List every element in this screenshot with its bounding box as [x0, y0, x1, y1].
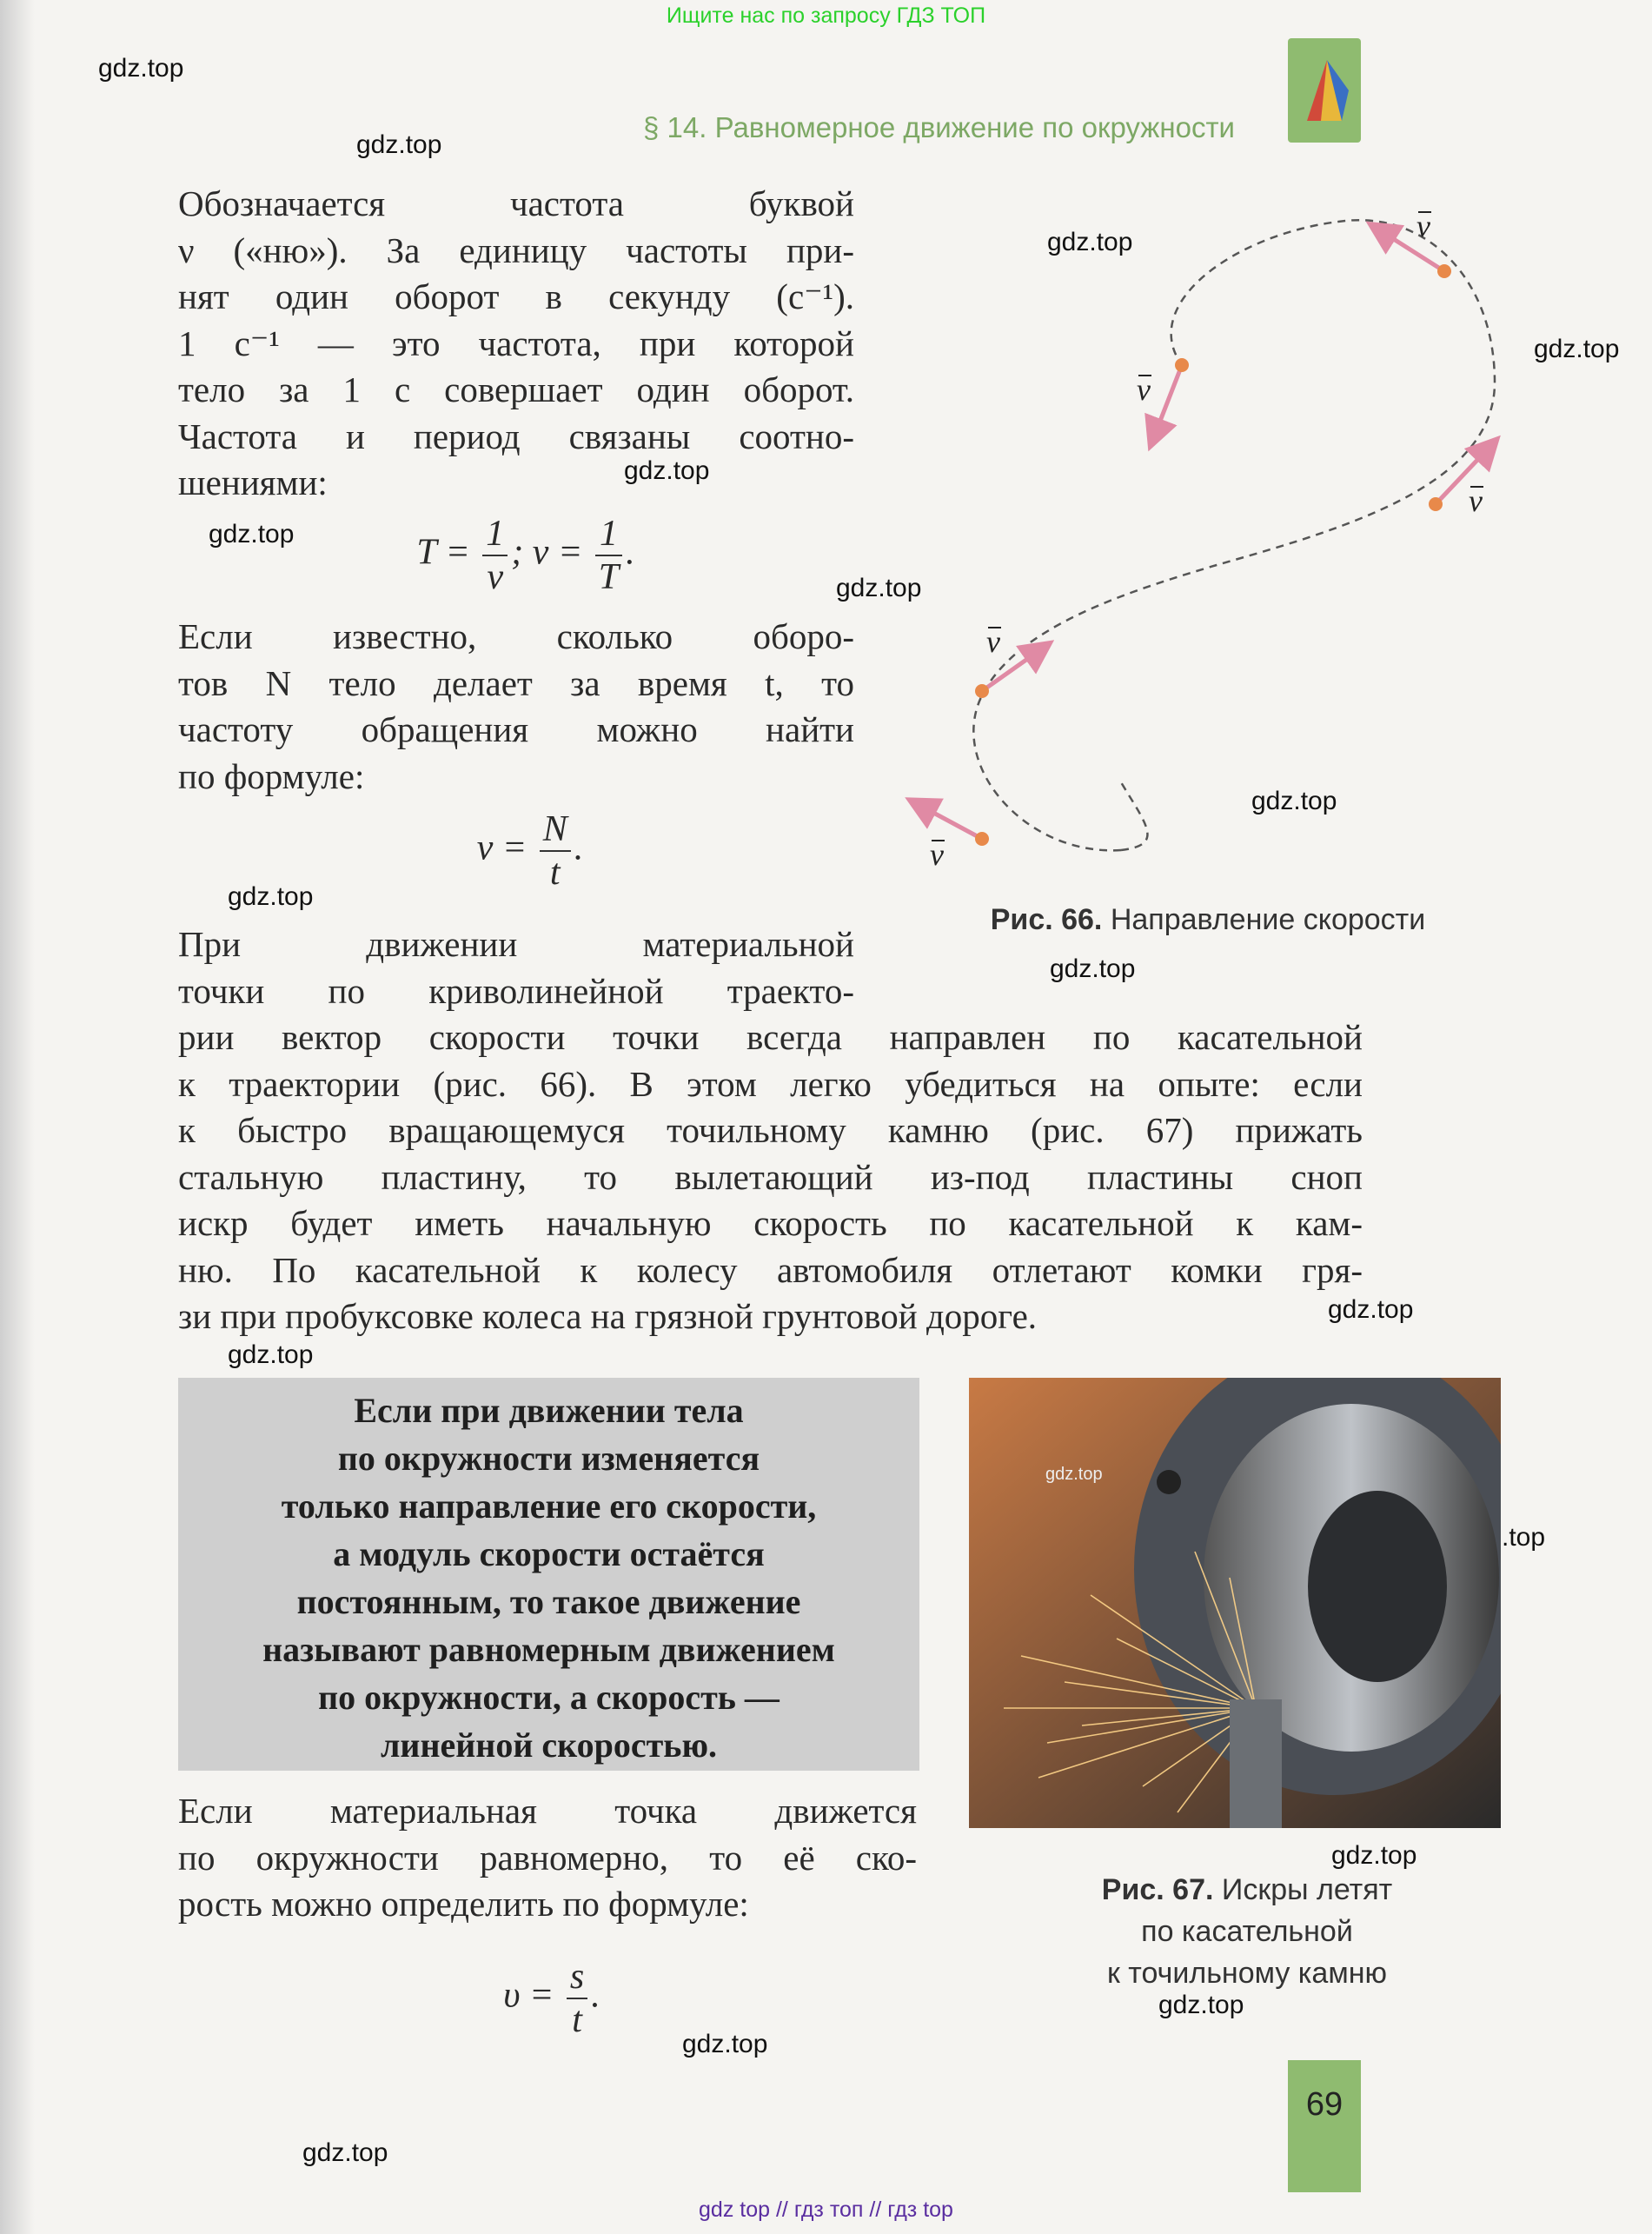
text-line: по формуле:	[178, 755, 365, 796]
formula-frequency-count	[443, 808, 617, 894]
watermark: gdz.top	[836, 574, 922, 602]
text-line: точки по криволинейной траекто-	[178, 970, 854, 1011]
dashed-trajectory	[973, 220, 1495, 850]
caption-text: к точильному камню	[1106, 1957, 1387, 1990]
fraction	[482, 513, 508, 598]
watermark: gdz.top	[1534, 335, 1620, 363]
velocity-vector	[1151, 358, 1189, 443]
watermark: gdz.top	[682, 2030, 768, 2058]
denominator: t	[572, 2000, 582, 2040]
formula-part: ;	[511, 532, 524, 573]
caption-text: Искры летят	[1221, 1873, 1393, 1906]
text-line: частоту обращения можно найти	[178, 709, 854, 749]
text-line: к траектории (рис. 66). В этом легко убедиться на опыте: если	[178, 1063, 1363, 1104]
book-spine-shadow	[0, 0, 35, 2234]
definition-text	[178, 1386, 919, 1769]
text-line: к быстро вращающемуся точильному камню (рис. 67) прижать	[178, 1110, 1363, 1150]
text-line: При движении материальной	[178, 924, 854, 964]
text-line: Если известно, сколько оборо-	[178, 616, 854, 656]
formula-part: ν =	[476, 828, 527, 868]
definition-line: называют равномерным движением	[262, 1630, 835, 1669]
watermark: gdz.top	[1047, 228, 1133, 256]
definition-line: линейной скоростью.	[380, 1725, 718, 1765]
caption-text: по касательной	[1141, 1915, 1353, 1948]
text-line: ню. По касательной к колесу автомобиля отлетают комки гря-	[178, 1249, 1363, 1290]
text-line: ν («ню»). За единицу частоты при-	[178, 229, 854, 270]
dashed-trajectory	[1121, 782, 1147, 850]
paragraph-uniform-speed	[178, 1788, 917, 1928]
figure-label: Рис. 67.	[1101, 1873, 1214, 1906]
text-line: по окружности равномерно, то её ско-	[178, 1837, 917, 1878]
text-line: нят один оборот в секунду (с⁻¹).	[178, 276, 854, 316]
formula-period-frequency	[382, 513, 669, 598]
watermark: gdz.top	[356, 130, 442, 159]
watermark: gdz.top	[228, 882, 314, 911]
watermark: gdz.top	[98, 54, 184, 83]
text-line: искр будет иметь начальную скорость по касательной к кам-	[178, 1203, 1363, 1243]
text-line: шениями:	[178, 462, 328, 502]
watermark: gdz.top	[1045, 1465, 1103, 1484]
watermark: gdz.top	[228, 1340, 314, 1369]
figure-66-trajectory	[886, 200, 1512, 878]
formula-part: .	[574, 828, 584, 868]
denominator: T	[598, 557, 620, 597]
text-line: Если материальная точка движется	[178, 1791, 917, 1831]
velocity-vector	[912, 801, 989, 846]
figure-67-caption	[1060, 1869, 1434, 1994]
watermark: gdz.top	[302, 2138, 388, 2167]
text-line: стальную пластину, то вылетающий из-под пластины сноп	[178, 1156, 1363, 1197]
section-logo-icon	[1288, 38, 1361, 143]
fraction	[540, 808, 571, 894]
text-line: рость можно определить по формуле:	[178, 1884, 749, 1924]
vector-label: v	[930, 837, 944, 872]
definition-line: Если при движении тела	[354, 1391, 744, 1430]
watermark: gdz.top	[209, 520, 295, 549]
formula-part: .	[626, 532, 635, 573]
section-tab	[1288, 38, 1361, 143]
formula-part: υ =	[503, 1975, 554, 2016]
formula-part: ν =	[532, 532, 583, 573]
numerator: 1	[595, 513, 622, 556]
denominator: ν	[487, 557, 504, 597]
watermark: gdz.top	[624, 456, 710, 485]
watermark: gdz.top	[1328, 1295, 1414, 1324]
paragraph-frequency	[178, 181, 854, 507]
page-number-tab	[1288, 2060, 1361, 2192]
numerator: 1	[482, 513, 508, 556]
formula-linear-speed	[478, 1956, 626, 2041]
text-line: рии вектор скорости точки всегда направлен по касательной	[178, 1017, 1363, 1057]
watermark: gdz.top	[1158, 1991, 1244, 2019]
fraction	[567, 1956, 587, 2041]
watermark: gdz.top	[1331, 1841, 1417, 1870]
vector-label: v	[986, 624, 1000, 659]
definition-line: по окружности изменяется	[337, 1439, 760, 1478]
velocity-vector	[1373, 226, 1451, 278]
figure-label: Рис. 66.	[990, 903, 1103, 936]
page-number: 69	[1305, 2086, 1343, 2123]
text-line: 1 с⁻¹ — это частота, при которой	[178, 322, 854, 363]
watermark: gdz.top	[1251, 787, 1337, 815]
watermark: .top	[1502, 1523, 1546, 1552]
vector-label: v	[1137, 372, 1151, 407]
text-line: Обозначается частота буквой	[178, 183, 854, 223]
formula-part: .	[591, 1975, 600, 2016]
vector-label: v	[1416, 209, 1430, 243]
grinding-sparks-image	[969, 1378, 1501, 1828]
numerator: s	[567, 1956, 587, 1999]
vector-label: v	[1469, 483, 1483, 518]
paragraph-revolutions	[178, 614, 854, 800]
definition-line: по окружности, а скорость —	[318, 1678, 780, 1717]
text-line: тов N тело делает за время t, то	[178, 662, 854, 703]
denominator: t	[549, 853, 561, 893]
text-line: зи при пробуксовке колеса на грязной грунтовой дороге.	[178, 1296, 1038, 1336]
watermark: gdz.top	[1050, 954, 1136, 983]
caption-text: Направление скорости	[1110, 903, 1426, 936]
velocity-vector	[1429, 442, 1495, 511]
definition-line: а модуль скорости остаётся	[333, 1534, 765, 1573]
text-line: Частота и период связаны соотно-	[178, 416, 854, 456]
numerator: N	[540, 808, 571, 852]
formula-part: T =	[416, 532, 470, 573]
fraction	[595, 513, 622, 598]
figure-67-photo	[969, 1378, 1501, 1828]
definition-line: только направление его скорости,	[281, 1486, 817, 1526]
definition-line: постоянным, то такое движение	[296, 1582, 801, 1621]
paragraph-tangent-velocity	[178, 921, 1363, 1340]
text-line: тело за 1 с совершает один оборот.	[178, 369, 854, 409]
site-footer[interactable]: gdz top // гдз топ // гдз top	[699, 2197, 953, 2222]
site-banner[interactable]: Ищите нас по запросу ГДЗ ТОП	[666, 3, 986, 28]
section-header: § 14. Равномерное движение по окружности	[643, 111, 1235, 143]
